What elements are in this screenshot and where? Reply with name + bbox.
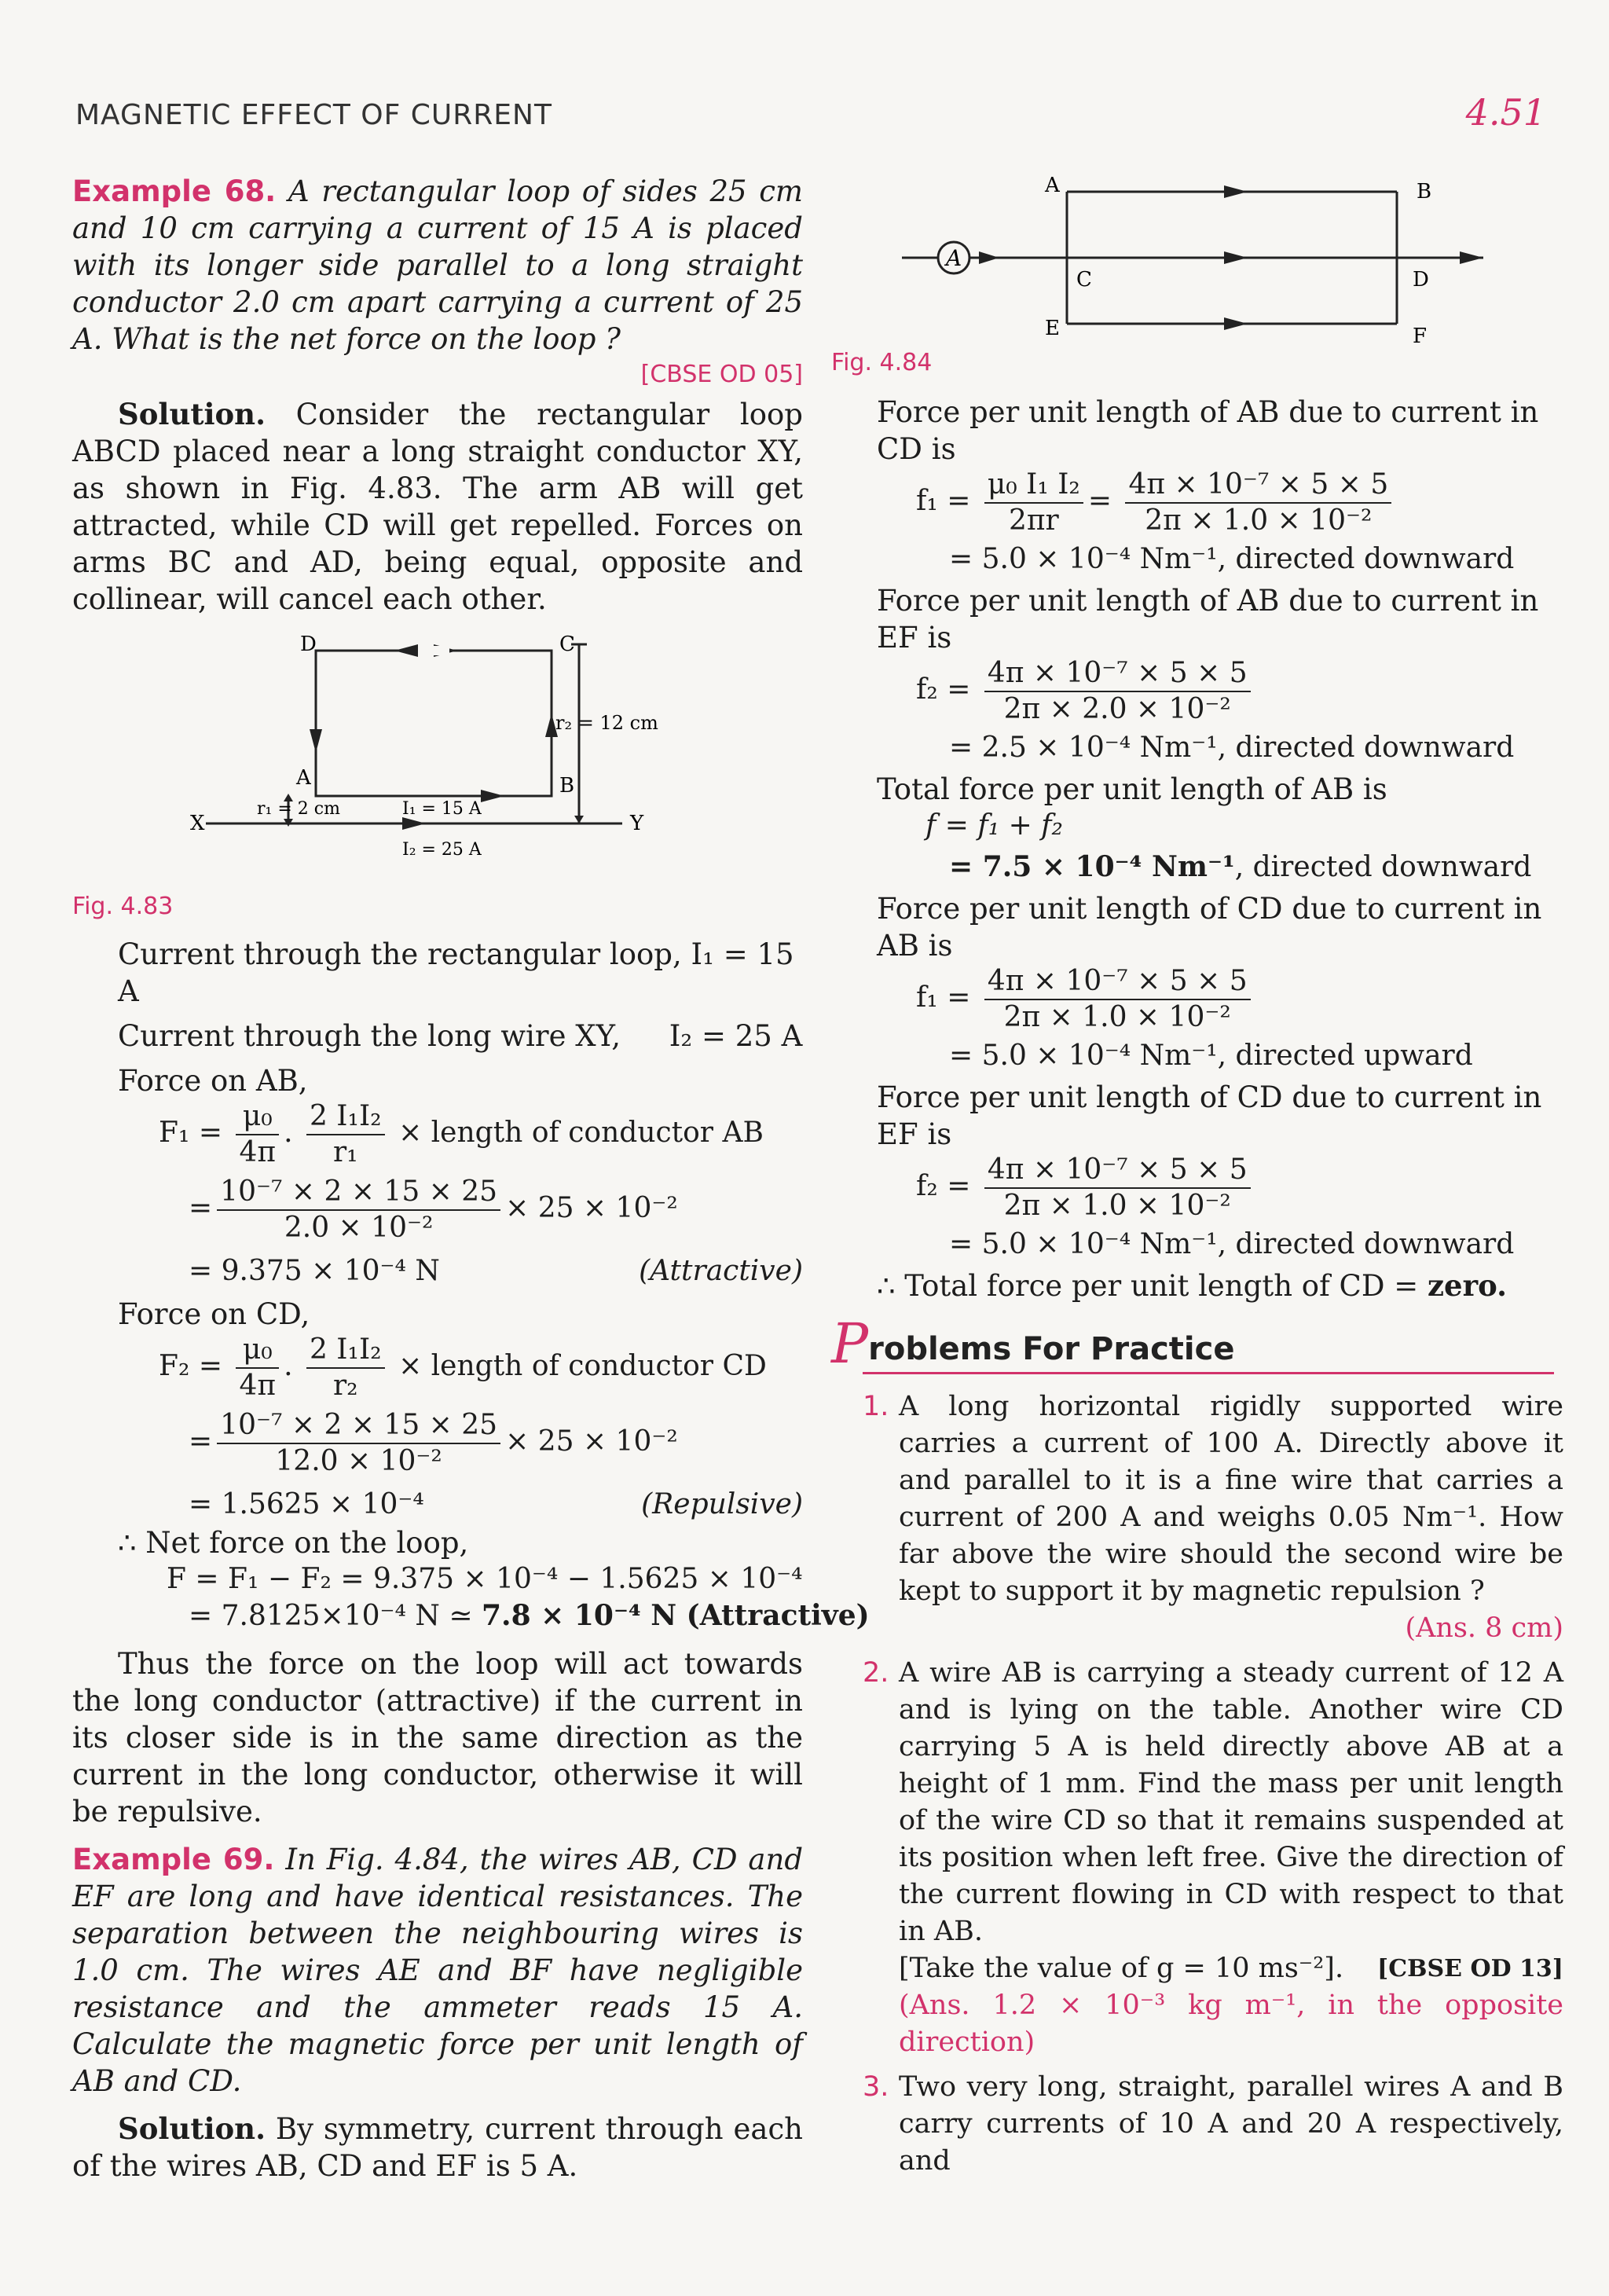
practice-item-text: A wire AB is carrying a steady current of 12 A and is lying on the table. Another wire CD carrying 5 A is held directly above AB at a height of 1 mm. Find the mass per unit length of the wire CD so that it remains suspended at its position when left free. Give the direction of the current flowing in CD with respect to that in AB. (899, 1657, 1563, 1947)
r-line-6a: ∴ Total force per unit length of CD = (877, 1269, 1419, 1303)
eq-r2-den: 2π × 2.0 × 10⁻² (1003, 693, 1231, 725)
practice-rule (863, 1372, 1554, 1374)
wire-current-text: Current through the long wire XY, (118, 1019, 621, 1053)
eq-r5-num: 4π × 10⁻⁷ × 5 × 5 (984, 1153, 1251, 1189)
fig83-label-d: D (300, 633, 317, 656)
eq-f1-frac-a (236, 1099, 279, 1170)
eq-f1-frac-a-num: μ₀ (236, 1099, 279, 1135)
eq-r3-result-b: , directed downward (1234, 851, 1532, 883)
practice-initial: P (831, 1311, 869, 1376)
eq-f1-frac-c-num: 10⁻⁷ × 2 × 15 × 25 (217, 1175, 500, 1211)
eq-f1-tail: × length of conductor AB (398, 1117, 764, 1149)
eq-f2-frac-c-num: 10⁻⁷ × 2 × 15 × 25 (217, 1408, 500, 1444)
loop-current-line: Current through the rectangular loop, I₁ = 15 A (118, 937, 794, 1008)
force-cd-label: Force on CD, (118, 1297, 310, 1331)
solution-text: Consider the rectangular loop ABCD placed near a long straight conductor XY, as shown in Fig. 4.83. The arm AB will get attracted, while CD will get repelled. Forces on arms BC and AD, being equal, opposite and collinear, will cancel each other. (72, 398, 803, 616)
fig83-label-c: C (559, 633, 575, 656)
fig83-label-a: A (296, 766, 311, 790)
eq-f2-frac-c-tail: × 25 × 10⁻² (505, 1425, 678, 1458)
r-line-2: Force per unit length of AB due to current in EF is (877, 584, 1539, 655)
eq-r2-result: = 2.5 × 10⁻⁴ Nm⁻¹, directed downward (949, 732, 1515, 764)
eq-f1-frac-b-num: 2 I₁I₂ (306, 1099, 385, 1135)
eq-f1-tag: (Attractive) (639, 1255, 803, 1287)
eq-r3: f = f₁ + f₂ (925, 809, 1063, 842)
practice-item-ref: [CBSE OD 13] (1377, 1955, 1563, 1982)
eq-f1-frac-c (217, 1175, 500, 1245)
practice-list (831, 1388, 1563, 2180)
eq-r4-frac (984, 964, 1251, 1035)
example-69-solution-label: Solution. (118, 2111, 266, 2146)
eq-r5 (877, 1153, 1563, 1223)
practice-section (831, 1311, 1563, 2180)
eq-f2-frac-b (306, 1333, 385, 1403)
practice-item-text: A long horizontal rigidly supported wire carries a current of 100 A. Directly above it and parallel to it is a fine wire that carries a current of 200 A and weighs 0.05 Nm⁻¹. How far above the wire should the second wire be kept to support it by magnetic repulsion ? (899, 1391, 1563, 1607)
eq-f1-lhs: F₁ = (159, 1117, 223, 1149)
fig84-label-d: D (1413, 268, 1429, 292)
eq-r1-frac-b-num: 4π × 10⁻⁷ × 5 × 5 (1125, 468, 1391, 504)
r-line-1: Force per unit length of AB due to current in CD is (877, 395, 1539, 466)
eq-r5-den: 2π × 1.0 × 10⁻² (1003, 1190, 1231, 1222)
net-force-eq-2a: = 7.8125×10⁻⁴ N ≃ (189, 1600, 473, 1632)
r-line-6 (877, 1267, 1563, 1304)
eq-r1-frac-a (984, 468, 1083, 538)
eq-f2-result: = 1.5625 × 10⁻⁴ (189, 1488, 424, 1520)
example-69-text: In Fig. 4.84, the wires AB, CD and EF are long and have identical resistances. The separation between the neighbouring wires is 1.0 cm. The wires AE and BF have negligible resistance and the ammeter reads 15 A. Calculate the magnetic force per unit length of AB and CD. (72, 1843, 803, 2098)
practice-item (863, 1388, 1563, 1647)
example-68-solution (72, 396, 803, 618)
fig84-label-f: F (1413, 325, 1428, 348)
fig-4-84-caption: Fig. 4.84 (831, 349, 933, 376)
practice-item-body (899, 1655, 1563, 2061)
practice-item-note-row (899, 1950, 1563, 1987)
eq-r1-frac-b-den: 2π × 1.0 × 10⁻² (1145, 504, 1373, 537)
figure-4-83 (72, 627, 803, 886)
solution-label: Solution. (118, 397, 266, 431)
eq-r4-lhs: f₁ = (916, 981, 971, 1014)
fig83-label-i1: I₁ = 15 A (402, 799, 482, 819)
practice-item-number: 1. (863, 1391, 889, 1422)
fig83-label-y: Y (630, 812, 644, 835)
eq-f1-frac-c-den: 2.0 × 10⁻² (284, 1212, 434, 1244)
eq-f1-frac-b (306, 1099, 385, 1170)
eq-r1-frac-a-den: 2πr (1008, 504, 1059, 537)
fig84-label-e: E (1045, 317, 1060, 340)
fig84-label-a: A (1045, 174, 1060, 197)
eq-r5-frac (984, 1153, 1251, 1223)
fig83-label-r2: r₂ = 12 cm (555, 712, 658, 734)
eq-r4 (877, 964, 1563, 1035)
eq-f1-general: F₁ = $\frac{\text{μ₀}}{4\pi}$ . $\frac{\text{2 I₁I₂}}{\text{r₁}}$ × length of conductor AB (159, 1100, 764, 1168)
eq-r2-lhs: f₂ = (916, 673, 971, 706)
practice-title: roblems For Practice (868, 1331, 1235, 1367)
eq-r3-result-a: = 7.5 × 10⁻⁴ Nm⁻¹ (949, 850, 1235, 883)
eq-r4-result: = 5.0 × 10⁻⁴ Nm⁻¹, directed upward (949, 1040, 1473, 1072)
practice-heading (831, 1311, 1563, 1376)
fig83-label-i2: I₂ = 25 A (402, 840, 482, 860)
r-line-6b: zero. (1428, 1268, 1508, 1303)
eq-f1-frac-b-den: r₁ (332, 1136, 358, 1168)
example-69-solution (72, 2111, 803, 2184)
fig84-label-b: B (1417, 180, 1432, 204)
eq-r4-den: 2π × 1.0 × 10⁻² (1003, 1001, 1231, 1033)
eq-f2-tail: × length of conductor CD (398, 1350, 767, 1382)
left-column (72, 173, 870, 2184)
example-68-statement (72, 173, 803, 358)
practice-item (863, 1655, 1563, 2061)
example-69-statement (72, 1841, 803, 2100)
eq-r1-result: = 5.0 × 10⁻⁴ Nm⁻¹, directed downward (949, 543, 1515, 575)
fig83-label-x: X (190, 812, 205, 835)
figure-4-84 (831, 170, 1563, 350)
practice-item-number: 3. (863, 2071, 889, 2103)
eq-f1-frac-c-tail: × 25 × 10⁻² (505, 1192, 678, 1224)
practice-item (863, 2069, 1563, 2180)
eq-f2-general: F₂ = $\frac{\text{μ₀}}{4\pi}$ . $\frac{\text{2 I₁I₂}}{\text{r₂}}$ × length of conductor CD (159, 1333, 767, 1402)
eq-r5-result: = 5.0 × 10⁻⁴ Nm⁻¹, directed downward (949, 1228, 1515, 1260)
practice-item-number: 2. (863, 1657, 889, 1689)
eq-r4-num: 4π × 10⁻⁷ × 5 × 5 (984, 964, 1251, 1000)
fig83-label-b: B (559, 774, 575, 798)
eq-r2 (877, 656, 1563, 727)
force-ab-label: Force on AB, (118, 1064, 308, 1098)
eq-f2-frac-a-num: μ₀ (236, 1333, 279, 1369)
eq-r5-lhs: f₂ = (916, 1170, 971, 1202)
practice-item-answer: (Ans. 8 cm) (1405, 1612, 1563, 1644)
eq-f2-lhs: F₂ = (159, 1350, 223, 1382)
page-number: 4.51 (1465, 91, 1546, 134)
right-column (831, 170, 1563, 2180)
eq-f2-substitution: = $\frac{\text{10⁻⁷ × 2 × 15 × 25}}{\text{12.0 × 10⁻²}}$ × 25 × 10⁻² (189, 1409, 678, 1477)
eq-r1-lhs: f₁ = (916, 485, 971, 517)
eq-r3-result (877, 849, 1563, 886)
eq-f2-frac-a-den: 4π (239, 1370, 277, 1402)
eq-f2-frac-b-num: 2 I₁I₂ (306, 1333, 385, 1369)
eq-f2-frac-b-den: r₂ (332, 1370, 358, 1402)
fig83-label-r1: r₁ = 2 cm (257, 799, 340, 819)
net-force-eq-1: F = F₁ − F₂ = 9.375 × 10⁻⁴ − 1.5625 × 10⁻⁴ (167, 1563, 803, 1595)
fig84-label-c: C (1076, 268, 1092, 292)
eq-f1-frac-a-den: 4π (239, 1136, 277, 1168)
wire-current-line (118, 1018, 803, 1054)
net-force-label: ∴ Net force on the loop, (118, 1526, 469, 1560)
example-69-label: Example 69. (72, 1843, 275, 1876)
eq-r1: f₁ = $\frac{\text{μ₀ I₁ I₂}}{2\pi r}$ = $\frac{\text{4π × 10⁻⁷ × 5 × 5}}{\text{2π × 1.0 × 10⁻²}}$ (877, 468, 1563, 538)
eq-r2-frac (984, 656, 1251, 727)
running-header: MAGNETIC EFFECT OF CURRENT (75, 99, 552, 131)
example-68-conclusion: Thus the force on the loop will act towards the long conductor (attractive) if the current in its closer side is in the same direction as the current in the long conductor, otherwise it will be repulsive. (72, 1647, 803, 1828)
example-68-label: Example 68. (72, 174, 277, 208)
eq-f2-frac-a (236, 1333, 279, 1403)
practice-item-body (899, 1388, 1563, 1647)
r-line-3: Total force per unit length of AB is (877, 772, 1387, 806)
eq-f2-result-row (72, 1487, 803, 1523)
eq-f2-tag: (Repulsive) (641, 1488, 803, 1520)
practice-item-answer: (Ans. 1.2 × 10⁻³ kg m⁻¹, in the opposite direction) (899, 1990, 1563, 2058)
fig84-analysis (831, 394, 1563, 1304)
eq-r1-frac-b (1125, 468, 1391, 538)
net-force-eq-2 (72, 1597, 870, 1634)
eq-r2-num: 4π × 10⁻⁷ × 5 × 5 (984, 656, 1251, 692)
fig-4-83-caption: Fig. 4.83 (72, 893, 174, 920)
wire-current-value: I₂ = 25 A (669, 1019, 803, 1053)
example-68-ref: [CBSE OD 05] (640, 361, 803, 388)
eq-f1-result-row (72, 1253, 803, 1289)
practice-item-text: Two very long, straight, parallel wires A and B carry currents of 10 A and 20 A respectively, and (899, 2071, 1563, 2177)
fig84-ammeter-label: A (946, 245, 962, 271)
r-line-4: Force per unit length of CD due to current in AB is (877, 892, 1542, 963)
r-line-5: Force per unit length of CD due to current in EF is (877, 1080, 1542, 1151)
eq-f1-result: = 9.375 × 10⁻⁴ N (189, 1255, 440, 1287)
eq-f2-frac-c (217, 1408, 500, 1479)
eq-f2-frac-c-den: 12.0 × 10⁻² (275, 1445, 442, 1477)
eq-r1-frac-a-num: μ₀ I₁ I₂ (984, 468, 1083, 504)
eq-f1-substitution: = $\frac{\text{10⁻⁷ × 2 × 15 × 25}}{\text{2.0 × 10⁻²}}$ × 25 × 10⁻² (189, 1176, 678, 1244)
net-force-eq-2b: 7.8 × 10⁻⁴ N (Attractive) (481, 1599, 870, 1632)
practice-item-note: [Take the value of g = 10 ms⁻²]. (899, 1953, 1344, 1984)
example-68-text: A rectangular loop of sides 25 cm and 10 cm carrying a current of 15 A is placed with its longer side parallel to a long straight conductor 2.0 cm apart carrying a current of 25 A. What is the net force on the loop ? (72, 174, 804, 356)
example-69-solution-text: By symmetry, current through each of the wires AB, CD and EF is 5 A. (72, 2112, 804, 2183)
